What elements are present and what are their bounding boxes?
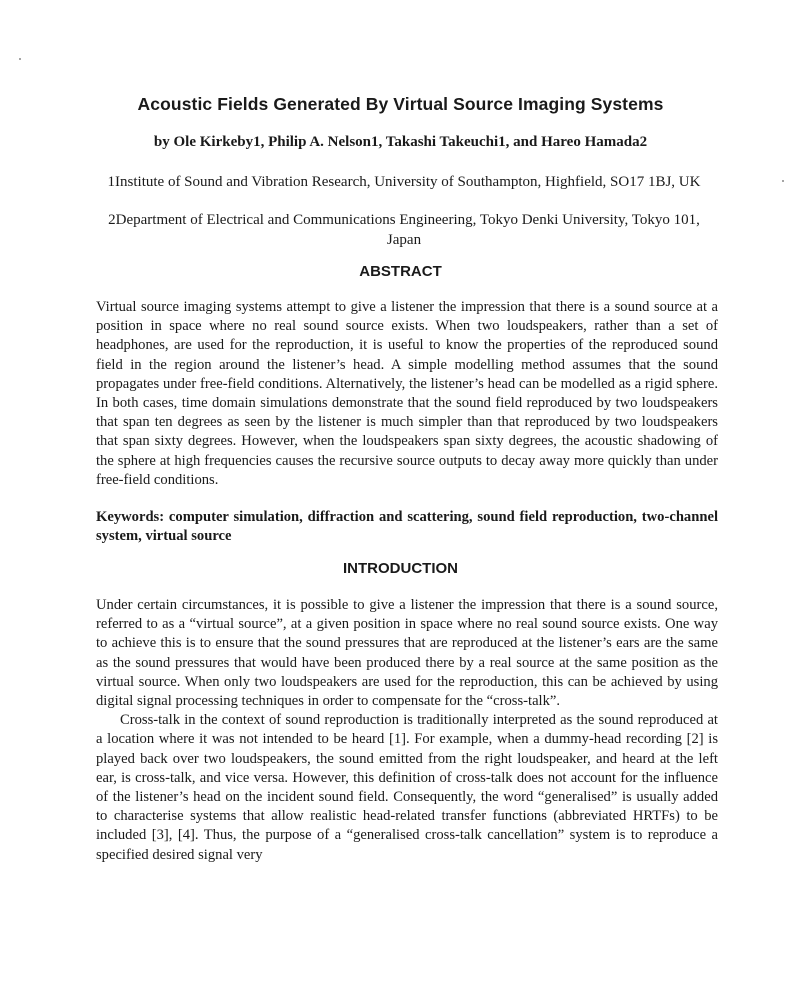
affiliation-1: 1Institute of Sound and Vibration Research, University of Southampton, Highfield, SO17 1BJ, UK [107,174,701,190]
scan-speck [782,180,784,182]
introduction-paragraph-1: Under certain circumstances, it is possible to give a listener the impression that there is a sound source, referred to as a “virtual source”, at a given position in space where no real sound source exists. One way to achieve this is to ensure that the sound pressures that are reproduced at the listener’s ears are the same as the sound pressures that would have been produced there by a real source at the same position as the virtual source. When only two loudspeakers are used for the reproduction, this can be achieved by using digital signal processing techniques in order to compensate for the “cross-talk”. [96,597,718,710]
introduction-paragraph-2: Cross-talk in the context of sound reproduction is traditionally interpreted as the sound reproduced at a location where it was not intended to be heard [1]. For example, when a dummy-head recording [2] is played back over two loudspeakers, the sound emitted from the right loudspeaker, and heard at the left ear, is cross-talk, and vice versa. However, this definition of cross-talk does not account for the influence of the listener’s head on the incident sound field. Consequently, the word “generalised” is usually added to characterise systems that allow realistic head-related transfer functions (abbreviated HRTFs) to be included [3], [4]. Thus, the purpose of a “generalised cross-talk cancellation” system is to reproduce a specified desired signal very [96,712,718,863]
abstract-heading: ABSTRACT [359,263,442,280]
paper-title: Acoustic Fields Generated By Virtual Source Imaging Systems [137,94,664,114]
scan-speck [19,58,21,60]
introduction-body [96,596,718,865]
introduction-heading: INTRODUCTION [343,560,458,577]
abstract-text: Virtual source imaging systems attempt to give a listener the impression that there is a sound source at a position in space where no real sound source exists. When two loudspeakers, rather than a set of headphones, are used for the reproduction, it is useful to know the properties of the reproduced sound field in the region around the listener’s head. A simple modelling method assumes that the sound propagates under free-field conditions. Alternatively, the listener’s head can be modelled as a rigid sphere. In both cases, time domain simulations demonstrate that the sound field reproduced by two loudspeakers that span ten degrees as seen by the listener is much simpler than that reproduced by two loudspeakers that span sixty degrees. However, when the loudspeakers span sixty degrees, the acoustic shadowing of the sphere at high frequencies causes the recursive source outputs to decay away more quickly than under free-field conditions. [96,299,718,488]
keywords: Keywords: computer simulation, diffraction and scattering, sound field reproduction, two-channel system, virtual source [96,509,718,545]
affiliation-2: 2Department of Electrical and Communications Engineering, Tokyo Denki University, Tokyo 101, Japan [108,212,700,248]
author-list: by Ole Kirkeby1, Philip A. Nelson1, Takashi Takeuchi1, and Hareo Hamada2 [153,134,648,150]
